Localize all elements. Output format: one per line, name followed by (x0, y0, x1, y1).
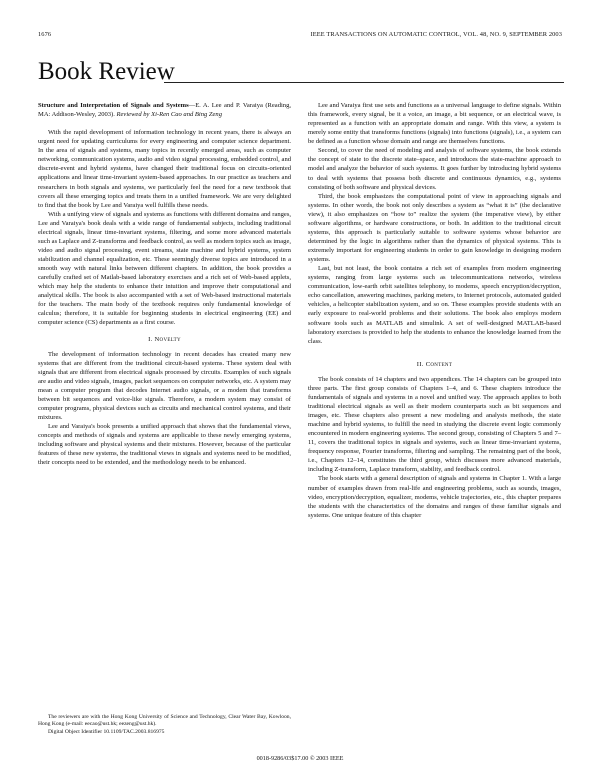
page-number: 1676 (38, 31, 52, 38)
footnote-doi: Digital Object Identifier 10.1109/TAC.2003.816975 (48, 728, 165, 735)
body-paragraph: Third, the book emphasizes the computational point of view in approaching signals and systems. In other words, the book not only describes a system as “what it is” (the declarative view), it also emphasizes on “how to” realize the system (the imperative view), by either software algorithms, or hardware constructions, or both. In addition to the traditional circuit systems, this approach is particularly suitable to software systems whose behavior are determined by the logic in algorithms rather than the dynamics of physical systems. This is extremely important for engineering students in order to gain knowledge in designing modern systems. (308, 192, 561, 264)
intro-paragraph: With a unifying view of signals and systems as functions with different domains and ranges, Lee and Varaiya's book deals with a wide range of fundamental subjects, including traditional electrical signals, linear time-invariant systems, filtering, and some more advanced materials such as Laplace and Z-transforms and feedback control, as well as modern topics such as image, video and audio signal processing, event streams, state machine and hybrid systems, system stabilization and channel equalization, etc. These seemingly diverse topics are introduced in a smooth way with natural links between different chapters. In addition, the book provides a carefully crafted set of Matlab-based laboratory exercises and a rich set of Web-based applets, which may help the students to enhance their intuition and improve their computational and analytical skills. The book is also accompanied with a set of Web-based instructional materials for the teachers. The main body of the textbook requires only fundamental knowledge of calculus; therefore, it is suitable for beginning students in electrical engineering (EE) and computer science (CS) departments as a first course. (38, 210, 291, 327)
section-paragraph: The book consists of 14 chapters and two appendices. The 14 chapters can be grouped into three parts. The first group consists of Chapters 1–4, and 6. These chapters introduce the fundamentals of signals and systems in a novel and unified way. The approach applies to both traditional electrical signals as well as their modern counterparts such as bit sequences and images, etc. These chapters also present a new modeling and analysis methods, the state machine and hybrid systems, to fulfill the need in studying the discrete event logic commonly encountered in modern engineering systems. The second group, consisting of Chapters 5 and 7–11, covers the traditional topics in signals and systems, such as linear time-invariant systems, frequency response, Fourier transforms, filtering and sampling. The remaining part of the book, i.e., Chapters 12–14, constitutes the third group, which discusses more advanced materials, including Z-transform, Laplace transform, stability, and feedback control. (308, 375, 561, 474)
section-paragraph: Lee and Varaiya's book presents a unified approach that shows that the fundamental views, concepts and methods of signals and systems are applicable to these newly emerging systems, including software and physical systems and their mixtures. However, because of the particular features of these new systems, the traditional views in signals and systems need to be modified, their concepts need to be extended, and the methodology needs to be enhanced. (38, 423, 291, 467)
author-footnote (38, 714, 291, 736)
section-heading-content (308, 360, 561, 369)
journal-title: IEEE TRANSACTIONS ON AUTOMATIC CONTROL, VOL. 48, NO. 9, SEPTEMBER 2003 (310, 31, 562, 38)
reviewers: Reviewed by Xi-Ren Cao and Bing Zeng (116, 111, 222, 119)
section-paragraph: The development of information technology in recent decades has created many new systems that are different from the traditional circuit-based systems. These system deal with signals that are different from electrical signals processed by circuits. Examples of such signals are audio and video signals, images, packet sequences on computer networks, etc. A system may mean a computer program that decodes Internet audio signals, or a modem that transforms between bit sequences and voice-like signals. Therefore, a modern system may consist of computer programs, physical devices such as circuits and mechanical control systems, and their mixtures. (38, 350, 291, 421)
section-name: Content (425, 360, 453, 368)
book-review-header (38, 58, 564, 88)
body-paragraph: Last, but not least, the book contains a rich set of examples from modern engineering systems, ranging from large systems such as telecommunications networks, wireless communication, low-earth orbit satellites telephony, to modems, speech encryption/decryption, echo cancellation, answering machines, parking meters, to Internet protocols, automated guided vehicles, a helicopter stabilization system, and so on. These examples provide students with an early exposure to real-world problems and their solutions. The book also employs modern software tools such as MATLAB and simulink. A set of well-designed MATLAB-based laboratory exercises is provided to help the students to enhance the knowledge learned from the class. (308, 265, 561, 345)
body-paragraph: Lee and Varaiya first use sets and functions as a universal language to define signals. Within this framework, every signal, be it a voice, an image, a bit sequence, or an electrical wave, is represented as a function with an appropriate domain and range. With this view, a system is merely some entity that transforms functions (signals) into functions (signals), i.e., a system can be defined as a function whose domain and range are themselves functions. (308, 102, 561, 146)
section-number: II. (416, 360, 424, 368)
section-name: Novelty (154, 335, 181, 343)
title-rule (164, 82, 564, 83)
section-paragraph: The book starts with a general description of signals and systems in Chapter 1. With a large number of examples drawn from real-life and engineering problems, such as sounds, images, video, encryption/decryption, equalizer, modems, vehicle trajectories, etc., this chapter prepares the students with the characteristics of the domains and ranges of these familiar signals and systems. One unique feature of this chapter (308, 475, 561, 519)
intro-paragraph: With the rapid development of information technology in recent years, there is always an urgent need for updating curriculums for every engineering and computer science department. In the area of signals and systems, many topics in recently emerged areas, such as computer networking, communication systems, audio and video signal processing, embedded control, and discrete-event and hybrid systems, have changed their traditional focus on circuits-oriented applications and linear time-invariant system-based approaches. In our practice as teachers and researchers in both signals and systems, we particularly feel the need for a new textbook that covers all these emerging topics and treats them in a unified framework. We are very delighted to find that the book by Lee and Varaiya well fulfills these needs. (38, 129, 291, 209)
book-title: Structure and Interpretation of Signals and Systems (38, 102, 189, 109)
body-paragraph: Second, to cover the need of modeling and analysis of software systems, the book extends the concept of state to the discrete state–space, and introduces the state-machine approach to model and analyze the behavior of such systems. It goes further by introducing hybrid systems to deal with systems that possess both discrete and continuous dynamics, e.g., systems consisting of both software and physical devices. (308, 147, 561, 191)
right-column (308, 101, 561, 520)
left-column (38, 101, 291, 467)
section-heading-novelty (38, 335, 291, 344)
section-number: I. (148, 335, 153, 343)
spacer (38, 119, 291, 128)
page-title: Book Review (38, 58, 175, 85)
copyright-line: 0018-9286/03$17.00 © 2003 IEEE (256, 755, 344, 762)
footnote-affiliation: The reviewers are with the Hong Kong University of Science and Technology, Clear Water Bay, Kowloon, Hong Kong (e-mail: eecao@ust.hk; eezeng@ust.hk). (38, 714, 291, 728)
book-reference (38, 101, 291, 119)
book-details: —E. A. Lee and P. Varaiya (Reading, MA: Addison-Wesley, 2003). (38, 102, 291, 119)
